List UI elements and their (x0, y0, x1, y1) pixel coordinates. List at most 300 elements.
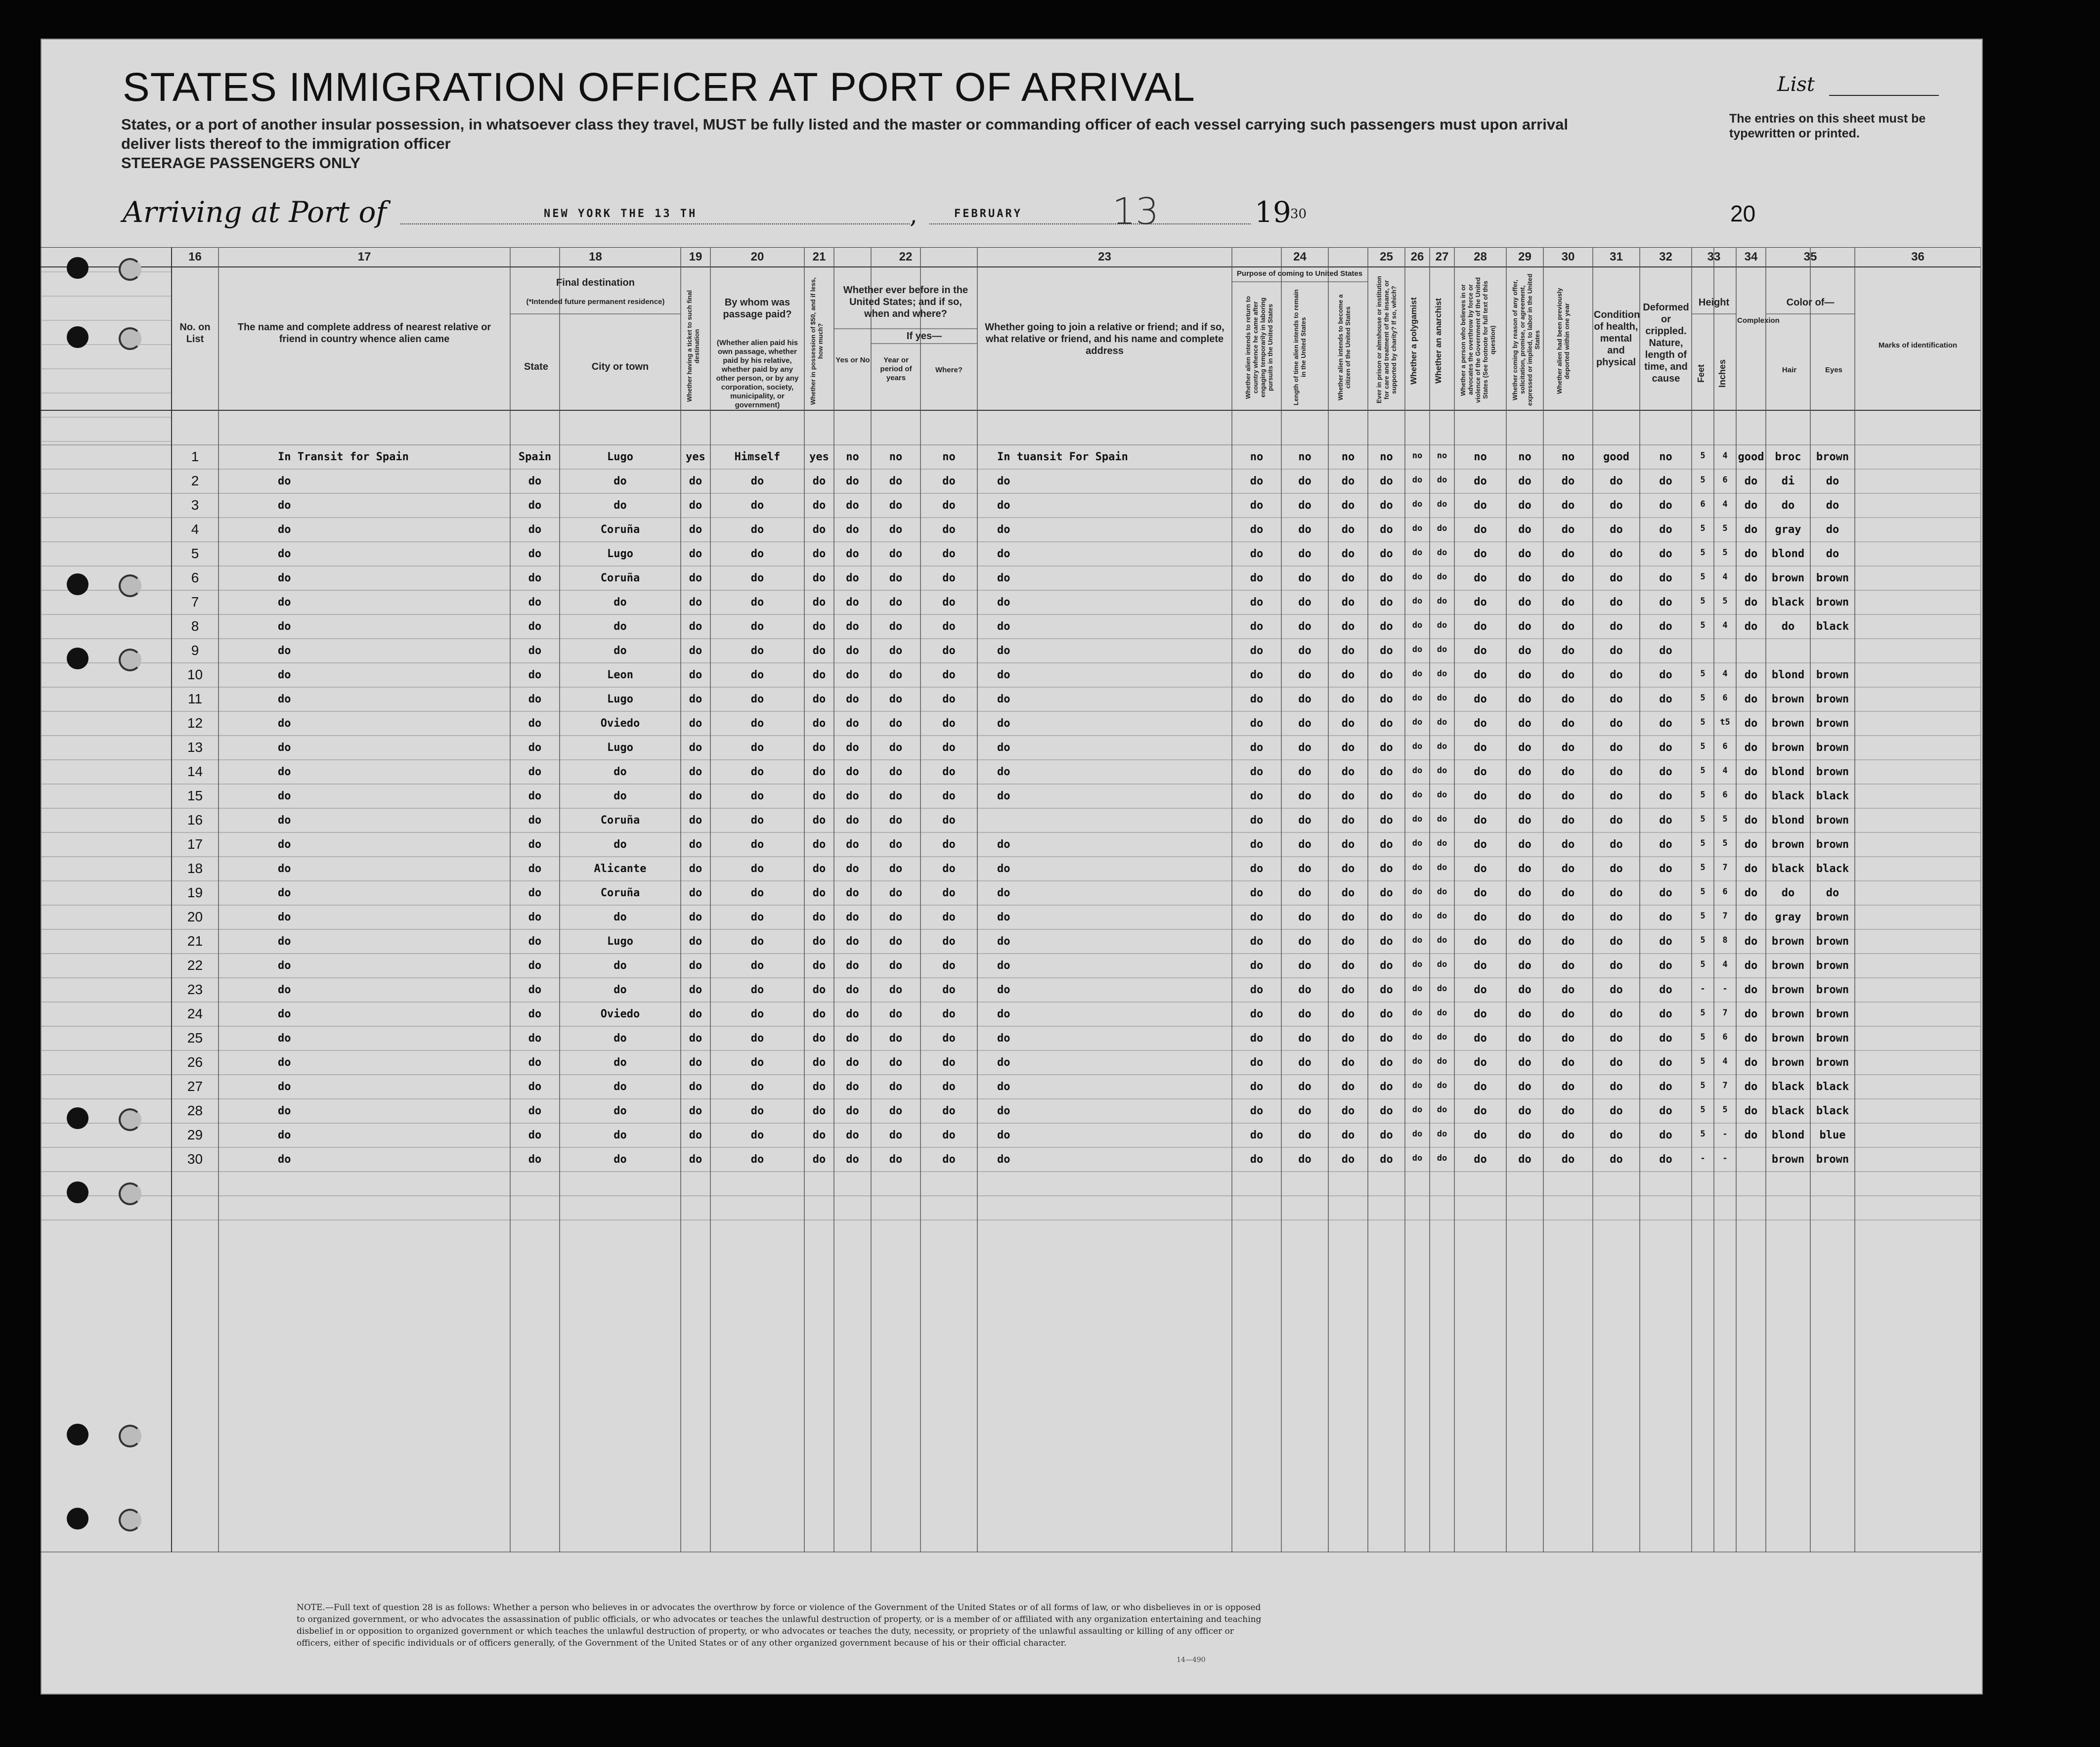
cell-before: do (846, 620, 859, 633)
cell-c28: do (1474, 620, 1487, 633)
cell-p1: do (1250, 742, 1264, 754)
cell-eyes: brown (1816, 742, 1849, 754)
header-purpose: Purpose of coming to United States (1236, 269, 1363, 278)
cell-deformed: do (1659, 1081, 1672, 1093)
cell-relative: do (278, 693, 291, 705)
cell-hair: gray (1775, 524, 1801, 536)
cell-ticket: do (689, 669, 702, 681)
cell-c27: do (1437, 1008, 1447, 1018)
cell-feet: 5 (1700, 596, 1706, 606)
cell-inches: 8 (1722, 935, 1728, 945)
column-number-26: 26 (1410, 250, 1424, 263)
binder-ring-mark (119, 258, 141, 281)
cell-state: do (528, 960, 542, 972)
cell-deformed: do (1659, 1008, 1672, 1020)
cell-complexion: do (1744, 572, 1758, 584)
cell-where: do (942, 863, 956, 875)
cell-before: do (846, 814, 859, 827)
cell-hair: brown (1771, 935, 1805, 948)
header-overthrow: Whether a person who believes in or advocates the overthrow by force or violence of the Government of the United States (See footnote for full text of this question) (1459, 277, 1496, 403)
cell-feet: 5 (1700, 1056, 1706, 1066)
cell-c25: do (1380, 1008, 1393, 1020)
cell-c27: do (1437, 742, 1447, 751)
cell-c29: do (1518, 838, 1531, 851)
column-number-35: 35 (1803, 250, 1817, 263)
cell-join: do (997, 1153, 1010, 1166)
cell-paid: do (750, 620, 764, 633)
port-dotted-line (400, 221, 910, 224)
cell-inches: 6 (1722, 742, 1728, 751)
cell-c29: do (1518, 1105, 1531, 1117)
cell-c27: no (1437, 451, 1447, 461)
cell-state: do (528, 475, 542, 487)
row-number: 14 (187, 764, 203, 779)
cell-c29: do (1518, 475, 1531, 487)
page-title: STATES IMMIGRATION OFFICER AT PORT OF ARRIVAL (123, 65, 1195, 110)
cell-feet: 5 (1700, 693, 1706, 703)
header-state: State (524, 361, 548, 372)
cell-deformed: do (1659, 1032, 1672, 1045)
cell-c27: do (1437, 1056, 1447, 1066)
cell-c28: do (1474, 911, 1487, 923)
column-number-23: 23 (1098, 250, 1111, 263)
cell-p2: do (1298, 766, 1312, 778)
cell-c30: do (1561, 572, 1575, 584)
cell-p3: do (1341, 717, 1355, 730)
cell-hair: brown (1771, 1056, 1805, 1069)
cell-complexion: good (1738, 451, 1764, 463)
cell-c28: do (1474, 887, 1487, 899)
cell-p1: do (1250, 524, 1264, 536)
cell-health: do (1610, 887, 1623, 899)
cell-ticket: do (689, 1105, 702, 1117)
cell-relative: do (278, 1056, 291, 1069)
table-grid-lines (41, 247, 1981, 1552)
header-before-in-us: Whether ever before in the United States; and if so, when and where? (843, 285, 968, 319)
cell-paid: Himself (734, 451, 781, 463)
header-yes-no: Yes or No (835, 356, 870, 364)
cell-c27: do (1437, 1032, 1447, 1042)
cell-inches: 5 (1722, 548, 1728, 558)
cell-feet: 5 (1700, 475, 1706, 485)
cell-before: do (846, 790, 859, 802)
cell-c27: do (1437, 935, 1447, 945)
cell-years: no (889, 451, 903, 463)
cell-feet: - (1700, 1153, 1706, 1163)
cell-ticket: do (689, 984, 702, 996)
cell-before: no (846, 451, 859, 463)
cell-ticket: do (689, 960, 702, 972)
cell-hair: black (1771, 863, 1805, 875)
cell-feet: 5 (1700, 1032, 1706, 1042)
cell-inches: 5 (1722, 1105, 1728, 1115)
cell-money: do (812, 814, 826, 827)
cell-eyes: brown (1816, 451, 1849, 463)
cell-c25: do (1380, 1129, 1393, 1141)
cell-p1: do (1250, 669, 1264, 681)
header-color-of: Color of— (1786, 297, 1835, 308)
cell-c26: do (1412, 524, 1423, 533)
cell-c25: do (1380, 742, 1393, 754)
cell-before: do (846, 693, 859, 705)
cell-p1: do (1250, 838, 1264, 851)
cell-paid: do (750, 742, 764, 754)
cell-c28: do (1474, 645, 1487, 657)
cell-money: do (812, 790, 826, 802)
cell-join: do (997, 790, 1010, 802)
cell-before: do (846, 572, 859, 584)
cell-hair: brown (1771, 1153, 1805, 1166)
cell-p1: do (1250, 1105, 1264, 1117)
cell-before: do (846, 1032, 859, 1045)
cell-p3: do (1341, 935, 1355, 948)
cell-c28: do (1474, 1153, 1487, 1166)
cell-eyes: black (1816, 790, 1849, 802)
cell-p1: do (1250, 693, 1264, 705)
cell-join: do (997, 499, 1010, 512)
cell-money: do (812, 1129, 826, 1141)
cell-eyes: brown (1816, 766, 1849, 778)
cell-c29: do (1518, 717, 1531, 730)
cell-where: no (942, 451, 956, 463)
header-nearest-relative: The name and complete address of nearest relative or friend in country whence alien came (237, 322, 491, 345)
cell-health: do (1610, 1032, 1623, 1045)
cell-p2: do (1298, 524, 1312, 536)
cell-paid: do (750, 1105, 764, 1117)
form-number: 14—490 (1177, 1656, 1206, 1664)
cell-p2: do (1298, 1081, 1312, 1093)
cell-complexion: do (1744, 1056, 1758, 1069)
cell-money: do (812, 1008, 826, 1020)
cell-city: Alicante (594, 863, 647, 875)
cell-c28: do (1474, 548, 1487, 560)
cell-hair: do (1781, 499, 1795, 512)
cell-where: do (942, 499, 956, 512)
cell-state: do (528, 669, 542, 681)
cell-c25: do (1380, 596, 1393, 609)
cell-city: do (613, 1105, 627, 1117)
cell-c27: do (1437, 790, 1447, 800)
cell-c27: do (1437, 548, 1447, 558)
cell-eyes: black (1816, 863, 1849, 875)
cell-state: do (528, 1056, 542, 1069)
cell-p2: do (1298, 693, 1312, 705)
cell-relative: do (278, 548, 291, 560)
cell-feet: 5 (1700, 960, 1706, 969)
cell-complexion: do (1744, 693, 1758, 705)
cell-p3: do (1341, 1153, 1355, 1166)
month-value: FEBRUARY (954, 208, 1022, 220)
cell-deformed: do (1659, 984, 1672, 996)
cell-relative: do (278, 887, 291, 899)
cell-where: do (942, 1056, 956, 1069)
cell-years: do (889, 1032, 903, 1045)
cell-state: do (528, 911, 542, 923)
header-if-yes: If yes— (906, 331, 942, 342)
cell-c26: do (1412, 742, 1423, 751)
cell-c30: do (1561, 475, 1575, 487)
cell-c27: do (1437, 475, 1447, 485)
cell-hair: black (1771, 1105, 1805, 1117)
cell-c30: do (1561, 717, 1575, 730)
cell-p1: do (1250, 1056, 1264, 1069)
cell-c29: do (1518, 863, 1531, 875)
row-number: 20 (187, 909, 203, 924)
cell-complexion: do (1744, 1008, 1758, 1020)
cell-inches: t5 (1720, 717, 1730, 727)
header-final-destination: Final destination (556, 277, 635, 288)
cell-state: do (528, 596, 542, 609)
cell-years: do (889, 1129, 903, 1141)
cell-where: do (942, 717, 956, 730)
cell-inches: 5 (1722, 524, 1728, 533)
cell-years: do (889, 548, 903, 560)
cell-years: do (889, 863, 903, 875)
cell-c28: do (1474, 1032, 1487, 1045)
cell-c27: do (1437, 814, 1447, 824)
cell-c26: do (1412, 766, 1423, 776)
cell-where: do (942, 742, 956, 754)
cell-c28: do (1474, 572, 1487, 584)
cell-p1: do (1250, 596, 1264, 609)
cell-city: do (613, 960, 627, 972)
cell-c28: do (1474, 814, 1487, 827)
cell-city: Lugo (607, 742, 633, 754)
cell-c29: do (1518, 1056, 1531, 1069)
cell-c25: do (1380, 620, 1393, 633)
cell-relative: do (278, 935, 291, 948)
cell-p3: do (1341, 1056, 1355, 1069)
cell-before: do (846, 984, 859, 996)
cell-join: do (997, 911, 1010, 923)
row-number: 13 (187, 740, 203, 755)
cell-complexion: do (1744, 524, 1758, 536)
cell-c28: do (1474, 1056, 1487, 1069)
cell-ticket: do (689, 596, 702, 609)
cell-state: do (528, 887, 542, 899)
cell-years: do (889, 596, 903, 609)
cell-paid: do (750, 645, 764, 657)
cell-relative: do (278, 742, 291, 754)
cell-hair: brown (1771, 960, 1805, 972)
binder-hole (67, 648, 88, 669)
cell-c26: do (1412, 960, 1423, 969)
cell-relative: do (278, 596, 291, 609)
cell-hair: do (1781, 887, 1795, 899)
row-number: 24 (187, 1006, 203, 1021)
cell-c30: do (1561, 499, 1575, 512)
cell-relative: do (278, 669, 291, 681)
cell-eyes: brown (1816, 911, 1849, 923)
cell-c25: do (1380, 935, 1393, 948)
cell-p2: do (1298, 790, 1312, 802)
cell-city: Lugo (607, 548, 633, 560)
cell-p3: do (1341, 475, 1355, 487)
cell-paid: do (750, 717, 764, 730)
cell-p3: do (1341, 548, 1355, 560)
cell-money: do (812, 524, 826, 536)
cell-where: do (942, 1081, 956, 1093)
cell-p3: do (1341, 499, 1355, 512)
cell-money: do (812, 475, 826, 487)
cell-ticket: do (689, 742, 702, 754)
cell-c26: do (1412, 620, 1423, 630)
cell-deformed: do (1659, 766, 1672, 778)
cell-c28: do (1474, 863, 1487, 875)
cell-health: do (1610, 984, 1623, 996)
preface-line-1: States, or a port of another insular possession, in whatsoever class they travel, MUST be fully listed and the master or commanding officer of each vessel carrying such passengers must upon arrival deliver lists thereof to the immigration officer (121, 116, 1568, 152)
cell-inches: 6 (1722, 693, 1728, 703)
cell-inches: 4 (1722, 499, 1728, 509)
cell-c27: do (1437, 911, 1447, 921)
header-city: City or town (591, 361, 649, 372)
cell-c27: do (1437, 620, 1447, 630)
cell-c30: do (1561, 645, 1575, 657)
cell-years: do (889, 572, 903, 584)
cell-hair: di (1781, 475, 1795, 487)
cell-c29: do (1518, 1153, 1531, 1166)
cell-deformed: do (1659, 911, 1672, 923)
cell-c27: do (1437, 499, 1447, 509)
cell-eyes: brown (1816, 1032, 1849, 1045)
header-complexion: Complexion (1737, 316, 1780, 325)
cell-c26: do (1412, 984, 1423, 994)
row-number: 10 (187, 667, 203, 682)
cell-health: do (1610, 548, 1623, 560)
cell-feet: 5 (1700, 669, 1706, 679)
cell-p2: do (1298, 1008, 1312, 1020)
cell-p1: do (1250, 717, 1264, 730)
cell-relative: do (278, 717, 291, 730)
cell-c25: do (1380, 814, 1393, 827)
cell-c28: do (1474, 693, 1487, 705)
cell-c30: do (1561, 1129, 1575, 1141)
cell-hair: gray (1775, 911, 1801, 923)
cell-c29: do (1518, 790, 1531, 802)
cell-join: do (997, 572, 1010, 584)
cell-city: do (613, 620, 627, 633)
header-polygamist: Whether a polygamist (1409, 297, 1418, 385)
binder-hole (67, 1107, 88, 1129)
cell-c30: do (1561, 814, 1575, 827)
list-label: List (1777, 73, 1815, 96)
cell-c27: do (1437, 1081, 1447, 1091)
cell-ticket: do (689, 1056, 702, 1069)
cell-hair: do (1781, 620, 1795, 633)
cell-join: do (997, 645, 1010, 657)
cell-eyes: blue (1819, 1129, 1846, 1141)
cell-relative: do (278, 838, 291, 851)
column-number-17: 17 (357, 250, 371, 263)
cell-complexion: do (1744, 499, 1758, 512)
cell-c29: do (1518, 548, 1531, 560)
header-passage-note: (Whether alien paid his own passage, whether paid by his relative, whether paid by any other person, or by any corporation, society, municipality, or government) (716, 339, 799, 409)
cell-c25: no (1380, 451, 1393, 463)
cell-p2: do (1298, 1153, 1312, 1166)
cell-state: do (528, 548, 542, 560)
row-number: 17 (187, 836, 203, 852)
cell-inches: - (1722, 1153, 1728, 1163)
cell-years: do (889, 1153, 903, 1166)
cell-c30: do (1561, 1081, 1575, 1093)
cell-money: do (812, 1056, 826, 1069)
cell-feet: 5 (1700, 620, 1706, 630)
cell-deformed: do (1659, 960, 1672, 972)
cell-inches: 4 (1722, 960, 1728, 969)
cell-c30: do (1561, 1153, 1575, 1166)
cell-join: do (997, 669, 1010, 681)
cell-paid: do (750, 596, 764, 609)
cell-state: do (528, 766, 542, 778)
cell-ticket: do (689, 1081, 702, 1093)
cell-health: do (1610, 1081, 1623, 1093)
cell-health: do (1610, 790, 1623, 802)
preface-text (121, 115, 1604, 173)
cell-feet: 5 (1700, 1081, 1706, 1091)
cell-c25: do (1380, 790, 1393, 802)
cell-c26: do (1412, 1032, 1423, 1042)
cell-complexion: do (1744, 863, 1758, 875)
cell-years: do (889, 790, 903, 802)
cell-join: do (997, 863, 1010, 875)
cell-before: do (846, 863, 859, 875)
row-number: 6 (191, 570, 199, 585)
cell-c28: do (1474, 1105, 1487, 1117)
cell-p1: do (1250, 620, 1264, 633)
row-number: 21 (187, 933, 203, 949)
binder-hole (67, 257, 88, 279)
cell-before: do (846, 1008, 859, 1020)
cell-relative: do (278, 1153, 291, 1166)
cell-c26: do (1412, 1056, 1423, 1066)
cell-state: Spain (518, 451, 552, 463)
cell-eyes: brown (1816, 1153, 1849, 1166)
column-number-29: 29 (1518, 250, 1531, 263)
cell-c26: do (1412, 790, 1423, 800)
cell-inches: 4 (1722, 1056, 1728, 1066)
header-hair: Hair (1782, 366, 1797, 374)
cell-feet: 5 (1700, 1008, 1706, 1018)
cell-eyes: brown (1816, 669, 1849, 681)
binder-hole (67, 1424, 88, 1445)
cell-p1: do (1250, 1032, 1264, 1045)
header-years: Year or period of years (880, 356, 912, 382)
cell-p3: no (1341, 451, 1355, 463)
row-number: 23 (187, 982, 203, 997)
cell-city: Oviedo (600, 717, 640, 730)
cell-health: do (1610, 524, 1623, 536)
cell-c26: do (1412, 838, 1423, 848)
cell-c29: do (1518, 984, 1531, 996)
binder-hole (67, 1508, 88, 1529)
cell-health: do (1610, 838, 1623, 851)
column-number-28: 28 (1474, 250, 1487, 263)
cell-p3: do (1341, 863, 1355, 875)
cell-c25: do (1380, 1032, 1393, 1045)
cell-c29: do (1518, 887, 1531, 899)
cell-state: do (528, 1032, 542, 1045)
cell-c30: do (1561, 960, 1575, 972)
cell-c27: do (1437, 669, 1447, 679)
cell-health: do (1610, 1105, 1623, 1117)
cell-relative: do (278, 863, 291, 875)
header-return-country: Whether alien intends to return to country whence he came after engaging temporarily in laboring pursuits in the United States (1244, 296, 1274, 399)
cell-c26: do (1412, 911, 1423, 921)
column-number-21: 21 (812, 250, 826, 263)
cell-p2: do (1298, 1056, 1312, 1069)
cell-c25: do (1380, 499, 1393, 512)
cell-join: do (997, 524, 1010, 536)
